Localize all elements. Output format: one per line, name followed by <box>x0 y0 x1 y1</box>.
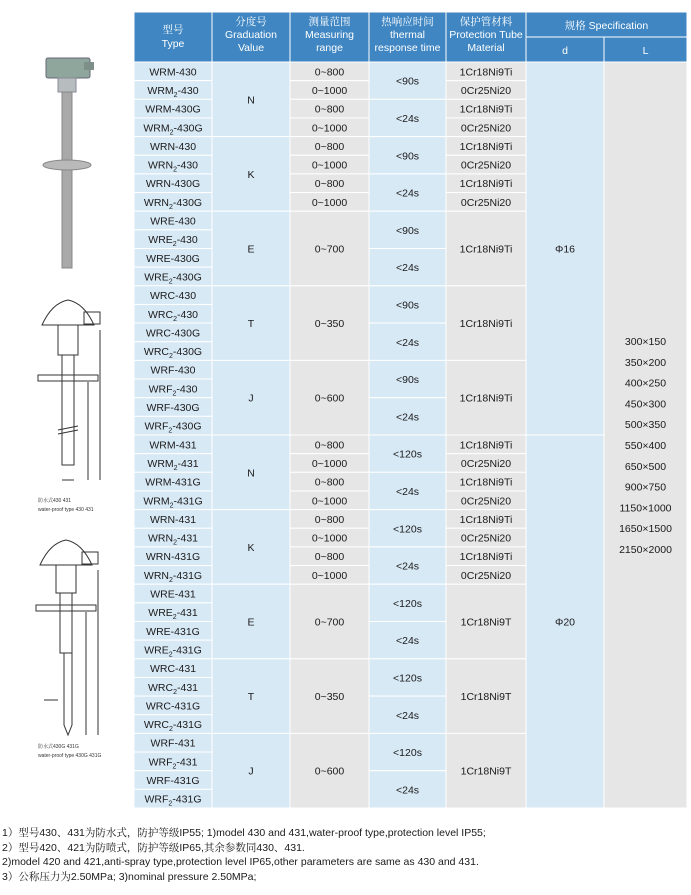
model-name <box>146 402 199 414</box>
model-suffix: -431 <box>176 607 198 620</box>
range-value: 0~600 <box>314 765 345 778</box>
response-value: <24s <box>395 635 420 648</box>
model-name <box>150 290 196 302</box>
material-value: 0Cr25Ni20 <box>460 457 512 470</box>
caption-b-en: water-proof type 430G 431G <box>38 753 102 759</box>
material-value: 1Cr18Ni9T <box>460 616 512 629</box>
material-value: 1Cr18Ni9Ti <box>459 513 513 526</box>
header-range-en1: Measuring <box>304 29 355 41</box>
model-base: WRF <box>144 793 169 806</box>
model-name <box>150 514 196 526</box>
graduation-value: J <box>248 765 254 778</box>
material-value: 0Cr25Ni20 <box>460 196 512 209</box>
model-suffix: -431 <box>174 588 196 601</box>
model-subscript: 2 <box>173 464 178 472</box>
material-value: 1Cr18Ni9Ti <box>459 243 513 256</box>
model-suffix: -431 <box>175 663 197 676</box>
caption-a-en: water-proof type 430 431 <box>38 507 94 513</box>
model-base: WRN <box>148 159 174 172</box>
model-base: WRC <box>145 700 171 713</box>
model-base: WRF <box>146 402 171 415</box>
model-suffix: -430 <box>177 84 199 97</box>
response-value: <90s <box>395 374 420 387</box>
spec-l-value: 2150×2000 <box>619 544 672 556</box>
response-value: <90s <box>395 150 420 163</box>
range-value: 0~800 <box>314 66 345 79</box>
model-base: WRC <box>148 308 174 321</box>
caption-b-cn: 防水式430G 431G <box>38 744 79 750</box>
material-value: 1Cr18Ni9Ti <box>459 66 513 79</box>
model-base: WRM <box>149 66 176 79</box>
model-name <box>151 365 196 377</box>
range-value: 0~1000 <box>311 159 348 172</box>
response-value: <24s <box>395 336 420 349</box>
range-value: 0~800 <box>314 103 345 116</box>
model-base: WRM <box>147 457 174 470</box>
model-base: WRC <box>145 327 171 340</box>
model-suffix: -431 <box>176 532 198 545</box>
model-base: WRE <box>148 234 173 247</box>
response-value: <90s <box>395 299 420 312</box>
model-suffix: -430G <box>172 420 202 433</box>
range-value: 0~800 <box>314 476 345 489</box>
model-suffix: -431 <box>176 681 198 694</box>
spec-l-value: 1650×1500 <box>619 523 672 536</box>
graduation-value: N <box>247 467 255 480</box>
material-value: 0Cr25Ni20 <box>460 495 512 508</box>
spec-l-cell <box>604 62 687 808</box>
range-value: 0~700 <box>314 616 345 629</box>
header-type-cn: 型号 <box>162 24 184 36</box>
range-value: 0~800 <box>314 551 345 564</box>
model-suffix: -431G <box>170 551 201 564</box>
range-value: 0~1000 <box>311 196 348 209</box>
model-suffix: -430 <box>176 234 198 247</box>
model-base: WRN <box>149 513 176 526</box>
model-suffix: -430 <box>176 383 198 396</box>
model-base: WRF <box>146 775 171 788</box>
model-base: WRN <box>143 569 169 582</box>
range-value: 0~1000 <box>311 122 348 135</box>
range-value: 0~700 <box>314 243 345 256</box>
model-suffix: -431G <box>172 719 203 732</box>
model-name <box>149 439 196 451</box>
model-subscript: 2 <box>169 129 174 137</box>
model-name <box>146 626 200 638</box>
model-suffix: -430 <box>174 364 196 377</box>
spec-d-value: Φ20 <box>554 616 576 629</box>
graduation-value: K <box>247 168 255 181</box>
model-base: WRF <box>148 383 173 396</box>
model-base: WRM <box>145 476 172 489</box>
model-suffix: -431G <box>173 495 203 508</box>
header-grad-cn: 分度号 <box>235 16 267 28</box>
model-base: WRF <box>150 737 175 750</box>
model-name <box>151 738 196 750</box>
header-range-en2: range <box>316 42 343 54</box>
model-base: WRM <box>145 103 172 116</box>
spec-l-value: 300×150 <box>624 336 667 348</box>
response-value: <120s <box>393 597 422 610</box>
model-subscript: 2 <box>172 390 177 398</box>
model-base: WRF <box>148 756 173 769</box>
model-suffix: -430G <box>172 196 203 209</box>
header-grad-en1: Graduation <box>225 29 277 41</box>
material-value: 1Cr18Ni9Ti <box>459 318 513 331</box>
range-value: 0~1000 <box>311 495 348 508</box>
model-base: WRE <box>144 644 169 657</box>
range-value: 0~1000 <box>311 84 348 97</box>
model-base: WRE <box>150 588 175 601</box>
response-value: <120s <box>393 672 422 685</box>
model-subscript: 2 <box>172 614 177 622</box>
model-suffix: -431G <box>170 625 200 638</box>
model-name <box>146 178 200 190</box>
graduation-value: J <box>248 392 254 405</box>
model-suffix: -430G <box>170 178 201 191</box>
graduation-value: E <box>247 616 255 629</box>
range-value: 0~600 <box>314 392 345 405</box>
model-base: WRC <box>148 681 174 694</box>
model-name <box>144 346 202 360</box>
model-suffix: -431 <box>177 457 199 470</box>
model-suffix: -431G <box>171 476 201 489</box>
material-value: 0Cr25Ni20 <box>460 84 512 97</box>
model-base: WRM <box>143 495 170 508</box>
material-value: 1Cr18Ni9Ti <box>459 551 513 564</box>
model-suffix: -430 <box>174 215 196 228</box>
material-value: 0Cr25Ni20 <box>460 569 512 582</box>
model-base: WRF <box>150 364 175 377</box>
model-subscript: 2 <box>168 427 173 435</box>
model-subscript: 2 <box>168 800 173 808</box>
model-suffix: -430 <box>175 66 197 79</box>
model-name <box>146 551 200 563</box>
response-value: <120s <box>393 448 422 461</box>
model-name <box>144 271 202 285</box>
model-base: WRN <box>145 551 171 564</box>
model-subscript: 2 <box>168 278 173 286</box>
model-name <box>144 570 202 584</box>
model-suffix: -430G <box>170 252 200 265</box>
product-photo <box>43 58 94 268</box>
drawing-waterproof-430-431 <box>38 300 100 480</box>
response-value: <90s <box>395 75 420 88</box>
range-value: 0~350 <box>314 318 345 331</box>
model-base: WRN <box>145 178 171 191</box>
range-value: 0~800 <box>314 140 345 153</box>
model-suffix: -430 <box>175 290 197 303</box>
model-subscript: 2 <box>168 203 173 211</box>
model-base: WRC <box>143 719 169 732</box>
model-suffix: -431 <box>175 439 197 452</box>
spec-l-value: 350×200 <box>624 356 667 369</box>
spec-l-value: 650×500 <box>624 460 667 473</box>
header-mat-cn: 保护管材料 <box>459 16 513 28</box>
response-value: <24s <box>395 112 420 125</box>
material-value: 1Cr18Ni9Ti <box>459 476 513 489</box>
response-value: <24s <box>395 560 420 573</box>
model-subscript: 2 <box>173 91 178 99</box>
model-suffix: -431G <box>172 644 202 657</box>
model-base: WRN <box>148 532 174 545</box>
model-base: WRE <box>150 215 175 228</box>
header-type-en: Type <box>161 38 185 50</box>
note-2: 2）型号420、421为防喷式，防护等级IP65,其余参数同430、431. <box>2 841 305 854</box>
header-spec: 规格 Specification <box>564 20 649 32</box>
model-name <box>150 663 196 675</box>
response-value: <24s <box>395 784 420 797</box>
material-value: 1Cr18Ni9Ti <box>459 103 513 116</box>
model-name <box>144 644 202 658</box>
model-subscript: 2 <box>169 502 174 510</box>
model-suffix: -430G <box>172 271 202 284</box>
model-base: WRC <box>149 290 176 303</box>
note-1: 1）型号430、431为防水式，防护等级IP55; 1)model 430 and 431,water-proof type,protection level IP55; <box>2 827 486 839</box>
model-suffix: -430 <box>176 308 198 321</box>
header-spec-d: d <box>562 45 568 57</box>
model-name <box>144 421 201 435</box>
response-value: <24s <box>395 411 420 424</box>
response-value: <120s <box>393 523 422 536</box>
range-value: 0~800 <box>314 178 345 191</box>
model-subscript: 2 <box>168 353 173 361</box>
graduation-value: E <box>247 243 255 256</box>
model-name <box>145 477 200 489</box>
model-base: WRC <box>143 346 169 359</box>
material-value: 0Cr25Ni20 <box>460 159 512 172</box>
model-subscript: 2 <box>172 763 177 771</box>
material-value: 1Cr18Ni9Ti <box>459 178 513 191</box>
note-2-en: 2)model 420 and 421,anti-spray type,protection level IP65,other parameters are same as 430 and 431. <box>2 856 479 869</box>
graduation-value: K <box>247 541 255 554</box>
response-value: <24s <box>395 262 420 275</box>
response-value: <24s <box>395 485 420 498</box>
model-name <box>145 104 200 116</box>
spec-l-value: 450×300 <box>624 398 667 411</box>
model-base: WRM <box>147 84 174 97</box>
header-resp-en1: thermal <box>389 29 426 41</box>
model-suffix: -431G <box>172 569 203 582</box>
range-value: 0~800 <box>314 513 345 526</box>
range-value: 0~1000 <box>311 569 348 582</box>
spec-table <box>134 12 687 808</box>
model-base: WRN <box>149 140 176 153</box>
model-name <box>144 794 201 808</box>
model-subscript: 2 <box>168 576 173 584</box>
model-subscript: 2 <box>168 726 173 734</box>
header-resp-en2: response time <box>374 42 441 54</box>
model-name <box>150 141 196 153</box>
caption-a-cn: 防水式430 431 <box>38 498 72 504</box>
notes <box>2 826 688 884</box>
header-resp-cn: 热响应时间 <box>381 16 434 28</box>
header-grad-en2: Value <box>237 42 265 54</box>
model-suffix: -431G <box>172 793 202 806</box>
model-suffix: -431G <box>170 775 200 788</box>
model-subscript: 2 <box>173 539 177 547</box>
model-subscript: 2 <box>172 241 177 249</box>
model-suffix: -430 <box>175 140 197 153</box>
range-value: 0~1000 <box>311 532 348 545</box>
model-suffix: -430G <box>171 103 201 116</box>
graduation-value: T <box>247 318 255 331</box>
model-name <box>143 495 202 509</box>
response-value: <90s <box>395 224 420 237</box>
response-value: <120s <box>393 747 422 760</box>
model-subscript: 2 <box>173 315 177 323</box>
model-base: WRM <box>149 439 176 452</box>
graduation-value: N <box>247 94 255 107</box>
spec-l-value: 500×350 <box>624 419 667 432</box>
spec-l-value: 400×250 <box>624 377 667 390</box>
range-value: 0~1000 <box>311 457 348 470</box>
note-3: 3）公称压力为2.50MPa; 3)nominal pressure 2.50MPa; <box>2 870 257 883</box>
model-subscript: 2 <box>173 688 177 696</box>
material-value: 0Cr25Ni20 <box>460 532 512 545</box>
model-name <box>150 589 196 601</box>
response-value: <24s <box>395 187 420 200</box>
model-suffix: -431 <box>174 737 196 750</box>
model-suffix: -430G <box>170 327 201 340</box>
header-spec-l: L <box>642 45 649 57</box>
spec-l-value: 550×400 <box>624 440 667 452</box>
model-suffix: -430 <box>176 159 198 172</box>
model-suffix: -430G <box>172 346 203 359</box>
model-base: WRN <box>143 196 169 209</box>
drawing-waterproof-430G-431G <box>36 540 98 735</box>
response-value: <24s <box>395 709 420 722</box>
spec-l-value: 1150×1000 <box>619 502 672 515</box>
graduation-value: T <box>247 691 255 704</box>
range-value: 0~800 <box>314 439 345 452</box>
model-suffix: -431 <box>176 756 198 769</box>
model-name <box>146 253 200 265</box>
model-name <box>149 66 196 78</box>
model-base: WRE <box>148 607 173 620</box>
material-value: 0Cr25Ni20 <box>460 122 512 135</box>
header-mat-en2: Material <box>467 42 505 54</box>
model-name <box>146 700 200 712</box>
material-value: 1Cr18Ni9Ti <box>459 140 513 153</box>
model-subscript: 2 <box>168 651 173 659</box>
model-subscript: 2 <box>173 166 177 174</box>
model-name <box>150 216 196 228</box>
model-base: WRE <box>146 625 171 638</box>
model-name <box>146 327 200 339</box>
model-name <box>143 122 202 136</box>
model-base: WRF <box>144 420 169 433</box>
model-base: WRE <box>144 271 169 284</box>
model-name <box>144 719 202 733</box>
header-cell-type <box>134 12 212 62</box>
model-base: WRM <box>143 122 170 135</box>
material-value: 1Cr18Ni9Ti <box>459 392 513 405</box>
model-base: WRC <box>149 663 176 676</box>
header-mat-en1: Protection Tube <box>449 29 523 41</box>
spec-l-value: 900×750 <box>624 481 667 494</box>
spec-d-value: Φ16 <box>554 243 576 256</box>
model-name <box>147 85 198 99</box>
material-value: 1Cr18Ni9Ti <box>459 439 513 452</box>
model-name <box>146 775 199 787</box>
range-value: 0~350 <box>314 691 345 704</box>
model-name <box>144 197 202 211</box>
material-value: 1Cr18Ni9T <box>460 691 512 704</box>
material-value: 1Cr18Ni9T <box>460 765 512 778</box>
model-suffix: -431 <box>175 513 197 526</box>
model-name <box>147 458 198 472</box>
header-range-cn: 测量范围 <box>308 16 351 28</box>
model-suffix: -430G <box>170 402 200 415</box>
model-suffix: -430G <box>173 122 203 135</box>
model-suffix: -431G <box>170 700 201 713</box>
model-base: WRE <box>146 252 171 265</box>
